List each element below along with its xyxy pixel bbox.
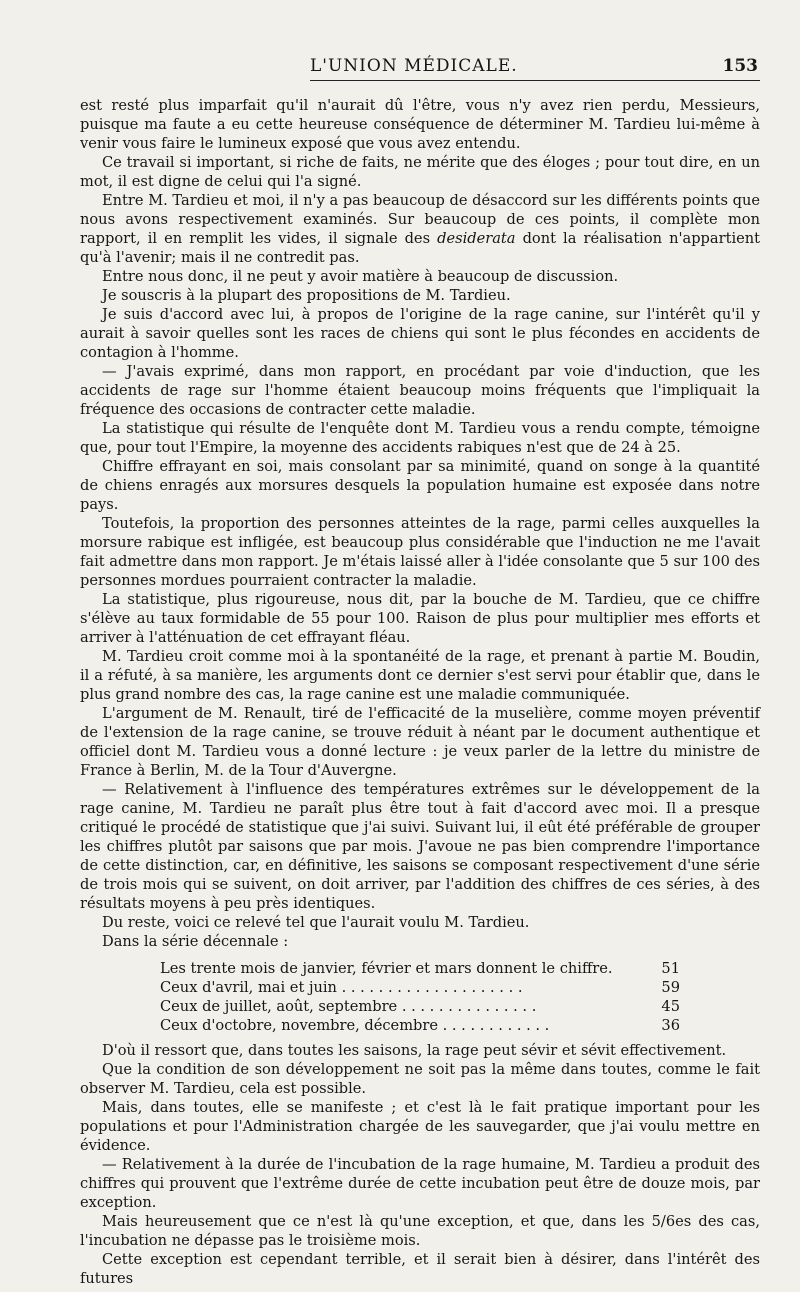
series-label: Les trente mois de janvier, février et mars donnent le chiffre. <box>160 960 613 977</box>
series-value: 59 <box>661 979 680 996</box>
decennial-series-table <box>160 959 680 1035</box>
paragraph: Mais heureusement que ce n'est là qu'une exception, et que, dans les 5/6es des cas, l'incubation ne dépasse pas le troisième mois. <box>80 1213 760 1249</box>
paragraph: D'où il ressort que, dans toutes les saisons, la rage peut sévir et sévit effectivement. <box>102 1042 727 1059</box>
header-rule <box>310 80 760 81</box>
series-label: Ceux de juillet, août, septembre . . . . . . . . . . . . . . . <box>160 998 537 1015</box>
table-row <box>160 959 680 978</box>
paragraph <box>80 191 760 267</box>
paragraph: — Relativement à l'influence des températures extrêmes sur le développement de la rage canine, M. Tardieu ne paraît plus être tout à fait d'accord avec moi. Il a presque critiqué le procédé de statistique que j'ai suivi. Suivant lui, il eût été préférable de grouper les chiffres plutôt par saisons que par mois. J'avoue ne pas bien comprendre l'importance de cette distinction, car, en définitive, les saisons se composant respectivement d'une série de trois mois qui se suivent, on doit arriver, par l'addition des chiffres de ces séries, à des résultats moyens à peu près identiques. <box>80 781 760 912</box>
page-number: 153 <box>722 56 758 76</box>
paragraph-text: dont la réalisation n'appartient qu'à l'avenir; mais il ne contredit pas. <box>80 230 761 266</box>
paragraph: Mais, dans toutes, elle se manifeste ; et c'est là le fait pratique important pour les populations et pour l'Administration chargée de les sauvegarder, que j'ai voulu mettre en évidence. <box>80 1099 760 1154</box>
paragraph: Chiffre effrayant en soi, mais consolant par sa minimité, quand on songe à la quantité de chiens enragés aux morsures desquels la population humaine est exposée dans notre pays. <box>80 458 760 513</box>
series-label: Ceux d'octobre, novembre, décembre . . . . . . . . . . . . <box>160 1017 550 1034</box>
paragraph: Du reste, voici ce relevé tel que l'aurait voulu M. Tardieu. <box>102 914 530 931</box>
paragraph: M. Tardieu croit comme moi à la spontanéité de la rage, et prenant à partie M. Boudin, il a réfuté, à sa manière, les arguments dont ce dernier s'est servi pour établir que, dans le plus grand nombre des cas, la rage canine est une maladie communiquée. <box>80 648 760 703</box>
paragraph-text: Entre M. Tardieu et moi, il n'y a pas beaucoup de désaccord sur les différents points que nous avons respectivement examinés. Sur beaucoup de ces points, il complète mon rapport, il en remplit les vides, il signale des <box>80 192 760 247</box>
desiderata-term: desiderata <box>437 230 516 247</box>
body-text <box>80 96 760 1288</box>
paragraph: Toutefois, la proportion des personnes atteintes de la rage, parmi celles auxquelles la morsure rabique est infligée, est beaucoup plus considérable que l'induction ne me l'avait fait admettre dans mon rapport. Je m'étais laissé aller à l'idée consolante que 5 sur 100 des personnes mordues pourraient contracter la maladie. <box>80 515 760 589</box>
paragraph: Ce travail si important, si riche de faits, ne mérite que des éloges ; pour tout dire, en un mot, il est digne de celui qui l'a signé. <box>80 154 760 190</box>
paragraph: — Relativement à la durée de l'incubation de la rage humaine, M. Tardieu a produit des chiffres qui prouvent que l'extrême durée de cette incubation peut être de douze mois, par exception. <box>80 1156 760 1211</box>
series-value: 51 <box>661 960 680 977</box>
table-row <box>160 997 680 1016</box>
paragraph: La statistique qui résulte de l'enquête dont M. Tardieu vous a rendu compte, témoigne que, pour tout l'Empire, la moyenne des accidents rabiques n'est que de 24 à 25. <box>80 420 760 456</box>
series-label: Ceux d'avril, mai et juin . . . . . . . . . . . . . . . . . . . . <box>160 979 523 996</box>
paragraph: Entre nous donc, il ne peut y avoir matière à beaucoup de discussion. <box>102 268 619 285</box>
paragraph: Je suis d'accord avec lui, à propos de l'origine de la rage canine, sur l'intérêt qu'il y aurait à savoir quelles sont les races de chiens qui sont le plus fécondes en accidents de contagion à l'homme. <box>80 306 760 361</box>
paragraph: La statistique, plus rigoureuse, nous dit, par la bouche de M. Tardieu, que ce chiffre s'élève au taux formidable de 55 pour 100. Raison de plus pour multiplier mes efforts et arriver à l'atténuation de cet effrayant fléau. <box>80 591 760 646</box>
paragraph: — J'avais exprimé, dans mon rapport, en procédant par voie d'induction, que les accidents de rage sur l'homme étaient beaucoup moins fréquents que l'impliquait la fréquence des occasions de contracter cette maladie. <box>80 363 760 418</box>
paragraph: est resté plus imparfait qu'il n'aurait dû l'être, vous n'y avez rien perdu, Messieurs, puisque ma faute a eu cette heureuse conséquence de déterminer M. Tardieu lui-même à venir vous faire le lumineux exposé que vous avez entendu. <box>80 97 760 152</box>
table-row <box>160 978 680 997</box>
running-title: L'UNION MÉDICALE. <box>310 56 518 76</box>
page-header <box>80 50 760 84</box>
table-row <box>160 1016 680 1035</box>
paragraph: Je souscris à la plupart des propositions de M. Tardieu. <box>102 287 511 304</box>
paragraph: L'argument de M. Renault, tiré de l'efficacité de la muselière, comme moyen préventif de l'extension de la rage canine, se trouve réduit à néant par le document authentique et officiel dont M. Tardieu vous a donné lecture : je veux parler de la lettre du ministre de France à Berlin, M. de la Tour d'Auvergne. <box>80 705 760 779</box>
paragraph: Cette exception est cependant terrible, et il serait bien à désirer, dans l'intérêt des futures <box>80 1251 760 1287</box>
series-value: 36 <box>661 1017 680 1034</box>
paragraph: Dans la série décennale : <box>102 933 289 950</box>
paragraph: Que la condition de son développement ne soit pas la même dans toutes, comme le fait observer M. Tardieu, cela est possible. <box>80 1061 760 1097</box>
series-value: 45 <box>661 998 680 1015</box>
